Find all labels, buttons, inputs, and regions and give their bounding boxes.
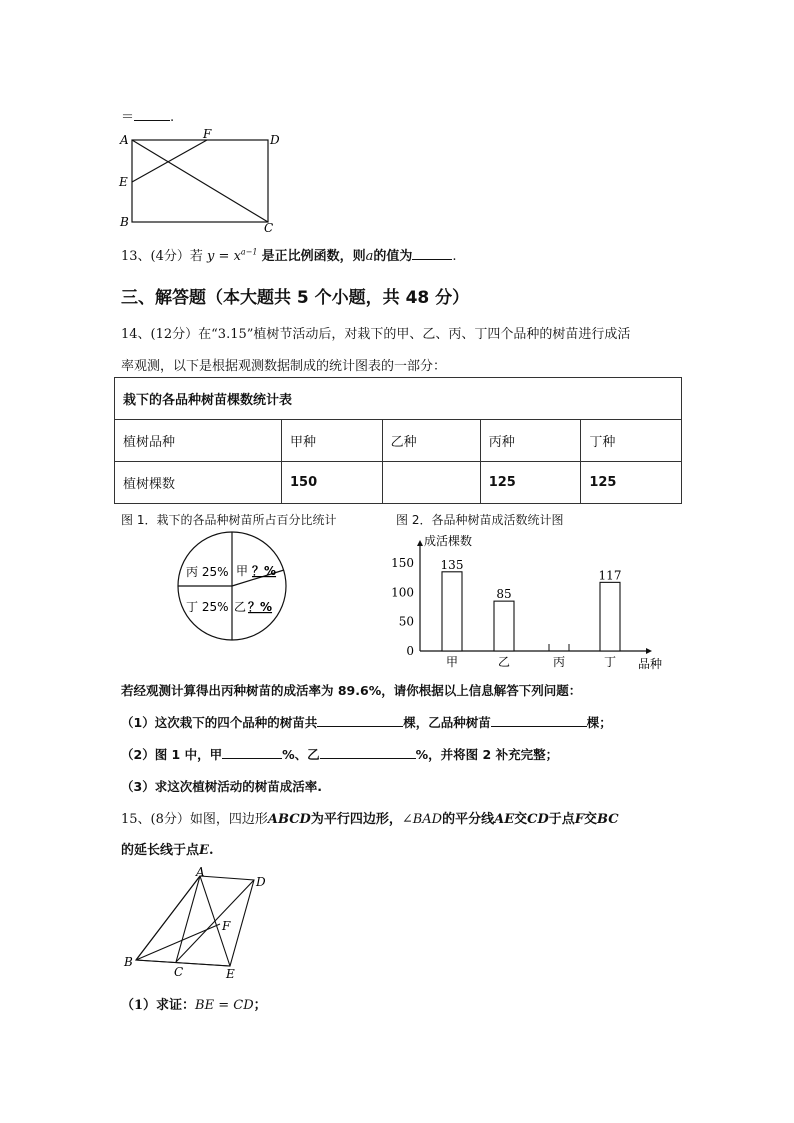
label-a: A — [120, 133, 129, 147]
table-cell: 甲种 — [282, 420, 383, 462]
q14-line-2: 率观测，以下是根据观测数据制成的统计图表的一部分： — [121, 359, 447, 374]
answer-blank[interactable] — [134, 107, 170, 121]
answer-blank[interactable] — [412, 246, 452, 260]
label-c: C — [264, 221, 274, 234]
sub1-text-a: （1）这次栽下的四个品种的树苗共 — [121, 715, 318, 730]
figure-1-caption: 图 1．栽下的各品种树苗所占百分比统计 — [121, 513, 337, 527]
x-axis-arrow — [646, 648, 652, 654]
label-e: E — [119, 175, 128, 189]
bar-value-label: 135 — [440, 557, 464, 572]
q13-text-3: 的值为 — [373, 249, 413, 264]
table-cell: 乙种 — [382, 420, 480, 462]
q15-text-a: 15、(8分）如图，四边形 — [121, 812, 268, 827]
sub1-text-c: 棵； — [586, 715, 612, 730]
q13-text-1: 13、(4分）若 — [121, 249, 203, 264]
pie-jia-name: 甲 — [236, 564, 249, 578]
table-title: 栽下的各品种树苗棵数统计表 — [115, 378, 682, 420]
pie-chart — [176, 530, 288, 642]
y-tick-label: 0 — [406, 644, 414, 658]
answer-blank[interactable] — [320, 745, 416, 759]
q15-line-1 — [121, 808, 619, 827]
q15-sub1-text-c: ； — [253, 998, 267, 1013]
pie-yi-name: 乙 — [234, 600, 247, 614]
q14-subquestion-1 — [121, 713, 612, 731]
sub1-text-b: 棵，乙品种树苗 — [403, 715, 491, 730]
q15-text-g: 的延长线于点 — [121, 843, 200, 858]
bar-value-label: 85 — [496, 587, 512, 602]
x-tick-label: 丁 — [603, 655, 617, 669]
formula-x: x — [233, 249, 241, 264]
q14-subquestion-3: （3）求这次植树活动的树苗成活率. — [121, 779, 322, 794]
answer-blank[interactable] — [491, 713, 587, 727]
q15-text-b: 为平行四边形， — [310, 812, 402, 827]
table-cell: 125 — [480, 462, 581, 504]
bar — [600, 582, 620, 651]
table-cell: 丙种 — [480, 420, 581, 462]
sub2-text-a: （2）图 1 中，甲 — [121, 747, 223, 762]
bar — [494, 601, 514, 651]
equals-sign: ＝ — [121, 110, 135, 125]
y-tick-label: 150 — [391, 556, 414, 570]
q15-sub1-text-a: （1）求证： — [121, 998, 196, 1013]
q15-line-2 — [121, 839, 213, 858]
q12-answer-line — [121, 106, 174, 125]
x-tick-label: 乙 — [497, 655, 511, 669]
q15-text-e: 于点 — [548, 812, 575, 827]
q14-subquestion-2 — [121, 745, 558, 763]
formula-y: y — [207, 249, 215, 264]
q15-subquestion-1 — [121, 994, 267, 1013]
table-title-row — [115, 378, 682, 420]
table-header-row — [115, 420, 682, 462]
q15-f: F — [574, 812, 585, 827]
q14-condition: 若经观测计算得出丙种树苗的成活率为 89.6%，请你根据以上信息解答下列问题： — [121, 683, 582, 698]
answer-blank[interactable] — [222, 745, 282, 759]
y-axis-arrow — [417, 540, 423, 546]
table-cell-empty — [382, 462, 480, 504]
segment-ac — [132, 140, 268, 222]
label-e: E — [226, 967, 235, 981]
question-13 — [121, 245, 457, 264]
label-f: F — [222, 919, 231, 933]
table-data-row — [115, 462, 682, 504]
pie-label-yi — [234, 600, 272, 614]
label-b: B — [120, 215, 129, 229]
q15-text-c: 的平分线 — [442, 812, 495, 827]
table-cell: 丁种 — [581, 420, 682, 462]
table-cell: 植树品种 — [115, 420, 282, 462]
x-tick-label: 甲 — [445, 655, 459, 669]
q15-text-d: 交 — [514, 812, 528, 827]
q14-line-1: 14、(12分）在“3.15”植树节活动后，对栽下的甲、乙、丙、丁四个品种的树苗进行成活 — [121, 327, 631, 342]
pie-jia-value: ？% — [252, 564, 277, 578]
parallelogram-figure — [120, 866, 280, 984]
bar — [442, 572, 462, 651]
y-axis-label: 成活棵数 — [424, 534, 473, 548]
period: . — [452, 249, 457, 264]
seedling-count-table — [114, 377, 682, 504]
q15-abcd: ABCD — [267, 812, 311, 827]
label-f: F — [203, 127, 212, 141]
table-cell: 125 — [581, 462, 682, 504]
formula-eq: = — [214, 249, 234, 264]
pie-label-ding: 丁 25% — [186, 600, 229, 614]
x-tick-label: 丙 — [552, 655, 566, 669]
bar-value-label: 117 — [598, 568, 622, 583]
x-axis-label: 品种 — [638, 657, 663, 670]
pie-label-bing: 丙 25% — [186, 565, 229, 579]
pie-label-jia — [236, 564, 276, 578]
q15-bc: BC — [597, 812, 619, 827]
label-b: B — [124, 955, 133, 969]
section-heading: 三、解答题（本大题共 5 个小题，共 48 分） — [121, 288, 470, 308]
y-tick-label: 100 — [391, 585, 414, 600]
var-a: a — [365, 249, 374, 264]
q15-e: E — [199, 843, 209, 858]
sub2-text-c: %，并将图 2 补充完整； — [415, 747, 559, 762]
figure-2-caption: 图 2．各品种树苗成活数统计图 — [396, 513, 564, 527]
formula-exponent: a−1 — [240, 247, 258, 257]
q15-period: . — [208, 843, 214, 858]
survival-bar-chart — [390, 530, 680, 670]
q15-angle: ∠BAD — [401, 812, 443, 827]
q13-text-2: 是正比例函数，则 — [261, 249, 366, 264]
table-cell: 植树棵数 — [115, 462, 282, 504]
pie-yi-value: ？% — [248, 600, 273, 614]
table-cell: 150 — [282, 462, 383, 504]
q15-sub1-formula: BE = CD — [195, 998, 254, 1013]
q15-ae: AE — [494, 812, 515, 827]
rectangle-figure — [114, 126, 284, 234]
label-d: D — [270, 133, 280, 147]
label-d: D — [256, 875, 266, 889]
q15-text-f: 交 — [584, 812, 598, 827]
label-c: C — [174, 965, 184, 979]
period: . — [170, 110, 175, 125]
q15-cd: CD — [527, 812, 549, 827]
answer-blank[interactable] — [317, 713, 403, 727]
y-tick-label: 50 — [398, 614, 414, 629]
sub2-text-b: %、乙 — [282, 747, 320, 762]
label-a: A — [196, 866, 205, 879]
